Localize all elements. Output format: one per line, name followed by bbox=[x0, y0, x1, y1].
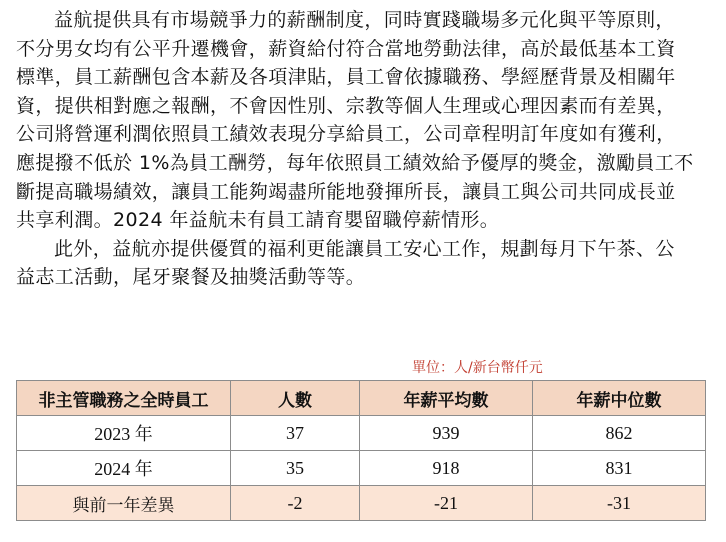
para1-line: 共享利潤。2024 年益航未有員工請育嬰留職停薪情形。 bbox=[16, 209, 500, 232]
header-employee-category: 非主管職務之全時員工 bbox=[17, 381, 231, 416]
cell-average: -21 bbox=[360, 486, 533, 521]
cell-median: -31 bbox=[533, 486, 706, 521]
header-headcount: 人數 bbox=[231, 381, 360, 416]
header-average-salary: 年薪平均數 bbox=[360, 381, 533, 416]
cell-average: 939 bbox=[360, 416, 533, 451]
salary-table bbox=[16, 380, 706, 521]
cell-average: 918 bbox=[360, 451, 533, 486]
paragraph-compensation bbox=[16, 6, 716, 235]
para1-line: 公司將營運利潤依照員工績效表現分享給員工，公司章程明訂年度如有獲利， bbox=[16, 123, 676, 146]
cell-headcount: 37 bbox=[231, 416, 360, 451]
cell-median: 831 bbox=[533, 451, 706, 486]
cell-headcount: -2 bbox=[231, 486, 360, 521]
paragraph-benefits bbox=[16, 235, 716, 292]
para1-line: 益航提供具有市場競爭力的薪酬制度，同時實踐職場多元化與平等原則， bbox=[54, 9, 675, 31]
cell-headcount: 35 bbox=[231, 451, 360, 486]
unit-note: 單位：人/新台幣仟元 bbox=[412, 360, 543, 376]
row-label: 2023 年 bbox=[17, 416, 231, 451]
table-row bbox=[17, 451, 706, 486]
para1-line: 標準，員工薪酬包含本薪及各項津貼，員工會依據職務、學經歷背景及相關年 bbox=[16, 66, 676, 89]
table-row bbox=[17, 416, 706, 451]
table-header-row bbox=[17, 381, 706, 416]
header-median-salary: 年薪中位數 bbox=[533, 381, 706, 416]
para1-line: 斷提高職場績效，讓員工能夠竭盡所能地發揮所長，讓員工與公司共同成長並 bbox=[16, 180, 676, 203]
para2-line: 此外，益航亦提供優質的福利更能讓員工安心工作，規劃每月下午茶、公 bbox=[54, 237, 675, 260]
para2-line: 益志工活動，尾牙聚餐及抽獎活動等等。 bbox=[16, 266, 366, 289]
row-label: 2024 年 bbox=[17, 451, 231, 486]
para1-line: 應提撥不低於 1%為員工酬勞，每年依照員工績效給予優厚的獎金，激勵員工不 bbox=[16, 151, 694, 174]
para1-line: 不分男女均有公平升遷機會，薪資給付符合當地勞動法律，高於最低基本工資 bbox=[16, 37, 676, 60]
para1-line: 資，提供相對應之報酬，不會因性別、宗教等個人生理或心理因素而有差異， bbox=[16, 94, 676, 117]
table-row-difference bbox=[17, 486, 706, 521]
document-body bbox=[16, 6, 716, 292]
row-label: 與前一年差異 bbox=[17, 486, 231, 521]
cell-median: 862 bbox=[533, 416, 706, 451]
